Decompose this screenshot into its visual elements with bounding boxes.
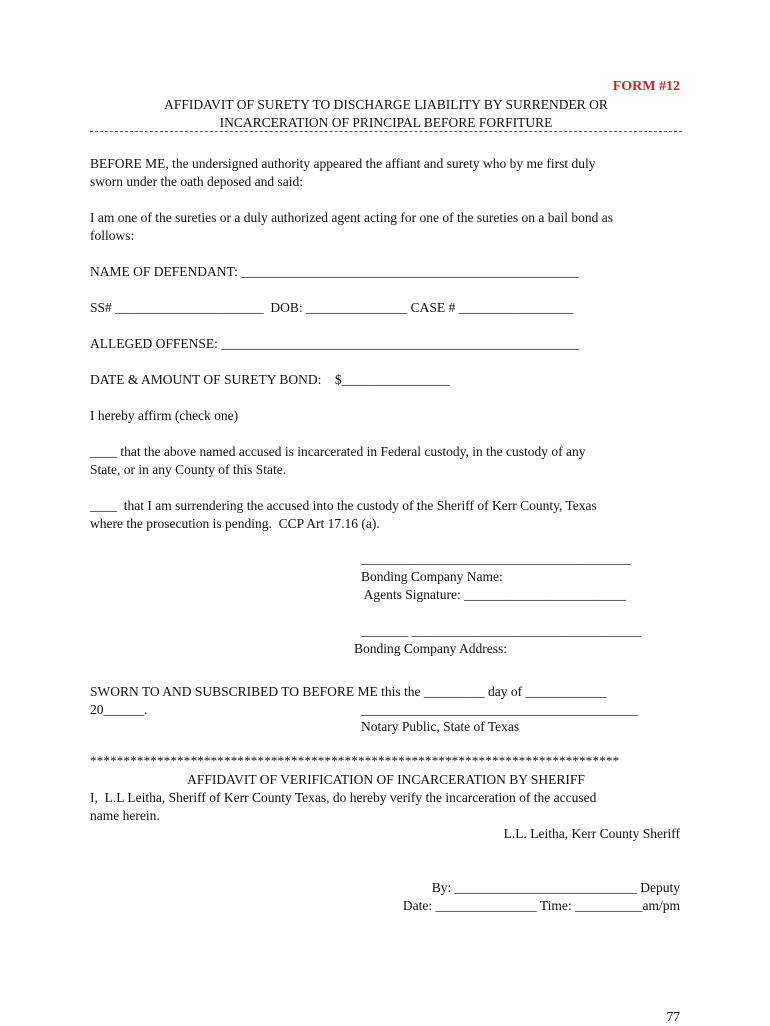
page-number: 77 <box>666 1009 680 1024</box>
sheriff-verification-line-2: name herein. <box>90 808 160 823</box>
defendant-name-field[interactable]: NAME OF DEFENDANT: __________________________________________________ <box>90 264 579 279</box>
surety-bond-field[interactable]: DATE & AMOUNT OF SURETY BOND: $________________ <box>90 372 450 387</box>
sheriff-verification-line-1: I, L.L Leitha, Sheriff of Kerr County Texas, do hereby verify the incarceration of the accused <box>90 790 597 805</box>
sheriff-affidavit-title: AFFIDAVIT OF VERIFICATION OF INCARCERATION BY SHERIFF <box>187 772 585 787</box>
bonding-company-address-line[interactable]: _______ __________________________________ <box>361 623 642 638</box>
affirm-option-2-line-2: where the prosecution is pending. CCP Art 17.16 (a). <box>90 516 380 531</box>
form-number: FORM #12 <box>612 79 680 94</box>
sworn-statement[interactable]: SWORN TO AND SUBSCRIBED TO BEFORE ME this the _________ day of ____________ <box>90 684 607 699</box>
affirm-option-1-line-2: State, or in any County of this State. <box>90 462 287 477</box>
sworn-year[interactable]: 20______. <box>90 702 148 717</box>
bonding-company-address-label: Bonding Company Address: <box>354 641 508 656</box>
affirm-prompt: I hereby affirm (check one) <box>90 408 239 423</box>
ss-dob-case-fields[interactable]: SS# ______________________ DOB: _______________ CASE # _________________ <box>90 300 574 315</box>
affirm-option-2-line-1[interactable]: ____ that I am surrendering the accused into the custody of the Sheriff of Kerr County, Texas <box>90 498 597 513</box>
document-title-line-1: AFFIDAVIT OF SURETY TO DISCHARGE LIABILITY BY SURRENDER OR <box>164 97 608 112</box>
surety-line-2: follows: <box>90 228 135 243</box>
notary-signature-line[interactable]: _________________________________________ <box>361 702 638 717</box>
document-title-line-2: INCARCERATION OF PRINCIPAL BEFORE FORFITURE <box>219 115 553 130</box>
intro-line-1: BEFORE ME, the undersigned authority appeared the affiant and surety who by me first duly <box>90 156 596 171</box>
affirm-option-1-line-1[interactable]: ____ that the above named accused is incarcerated in Federal custody, in the custody of any <box>90 444 586 459</box>
section-separator: ******************************************************************************* <box>90 753 620 768</box>
notary-label: Notary Public, State of Texas <box>361 719 520 734</box>
alleged-offense-field[interactable]: ALLEGED OFFENSE: _____________________________________________________ <box>90 336 579 351</box>
signature-line[interactable]: ________________________________________ <box>361 551 631 566</box>
surety-line-1: I am one of the sureties or a duly authorized agent acting for one of the sureties on a bail bond as <box>90 210 613 225</box>
intro-line-2: sworn under the oath deposed and said: <box>90 174 303 189</box>
sheriff-signature: L.L. Leitha, Kerr County Sheriff <box>503 826 680 841</box>
title-dashed-rule <box>90 131 682 132</box>
date-time-field[interactable]: Date: _______________ Time: __________am/pm <box>402 898 680 913</box>
bonding-company-name-label: Bonding Company Name: <box>361 569 503 584</box>
agents-signature-field[interactable]: Agents Signature: ________________________ <box>361 587 627 602</box>
deputy-by-field[interactable]: By: ___________________________ Deputy <box>431 880 680 895</box>
